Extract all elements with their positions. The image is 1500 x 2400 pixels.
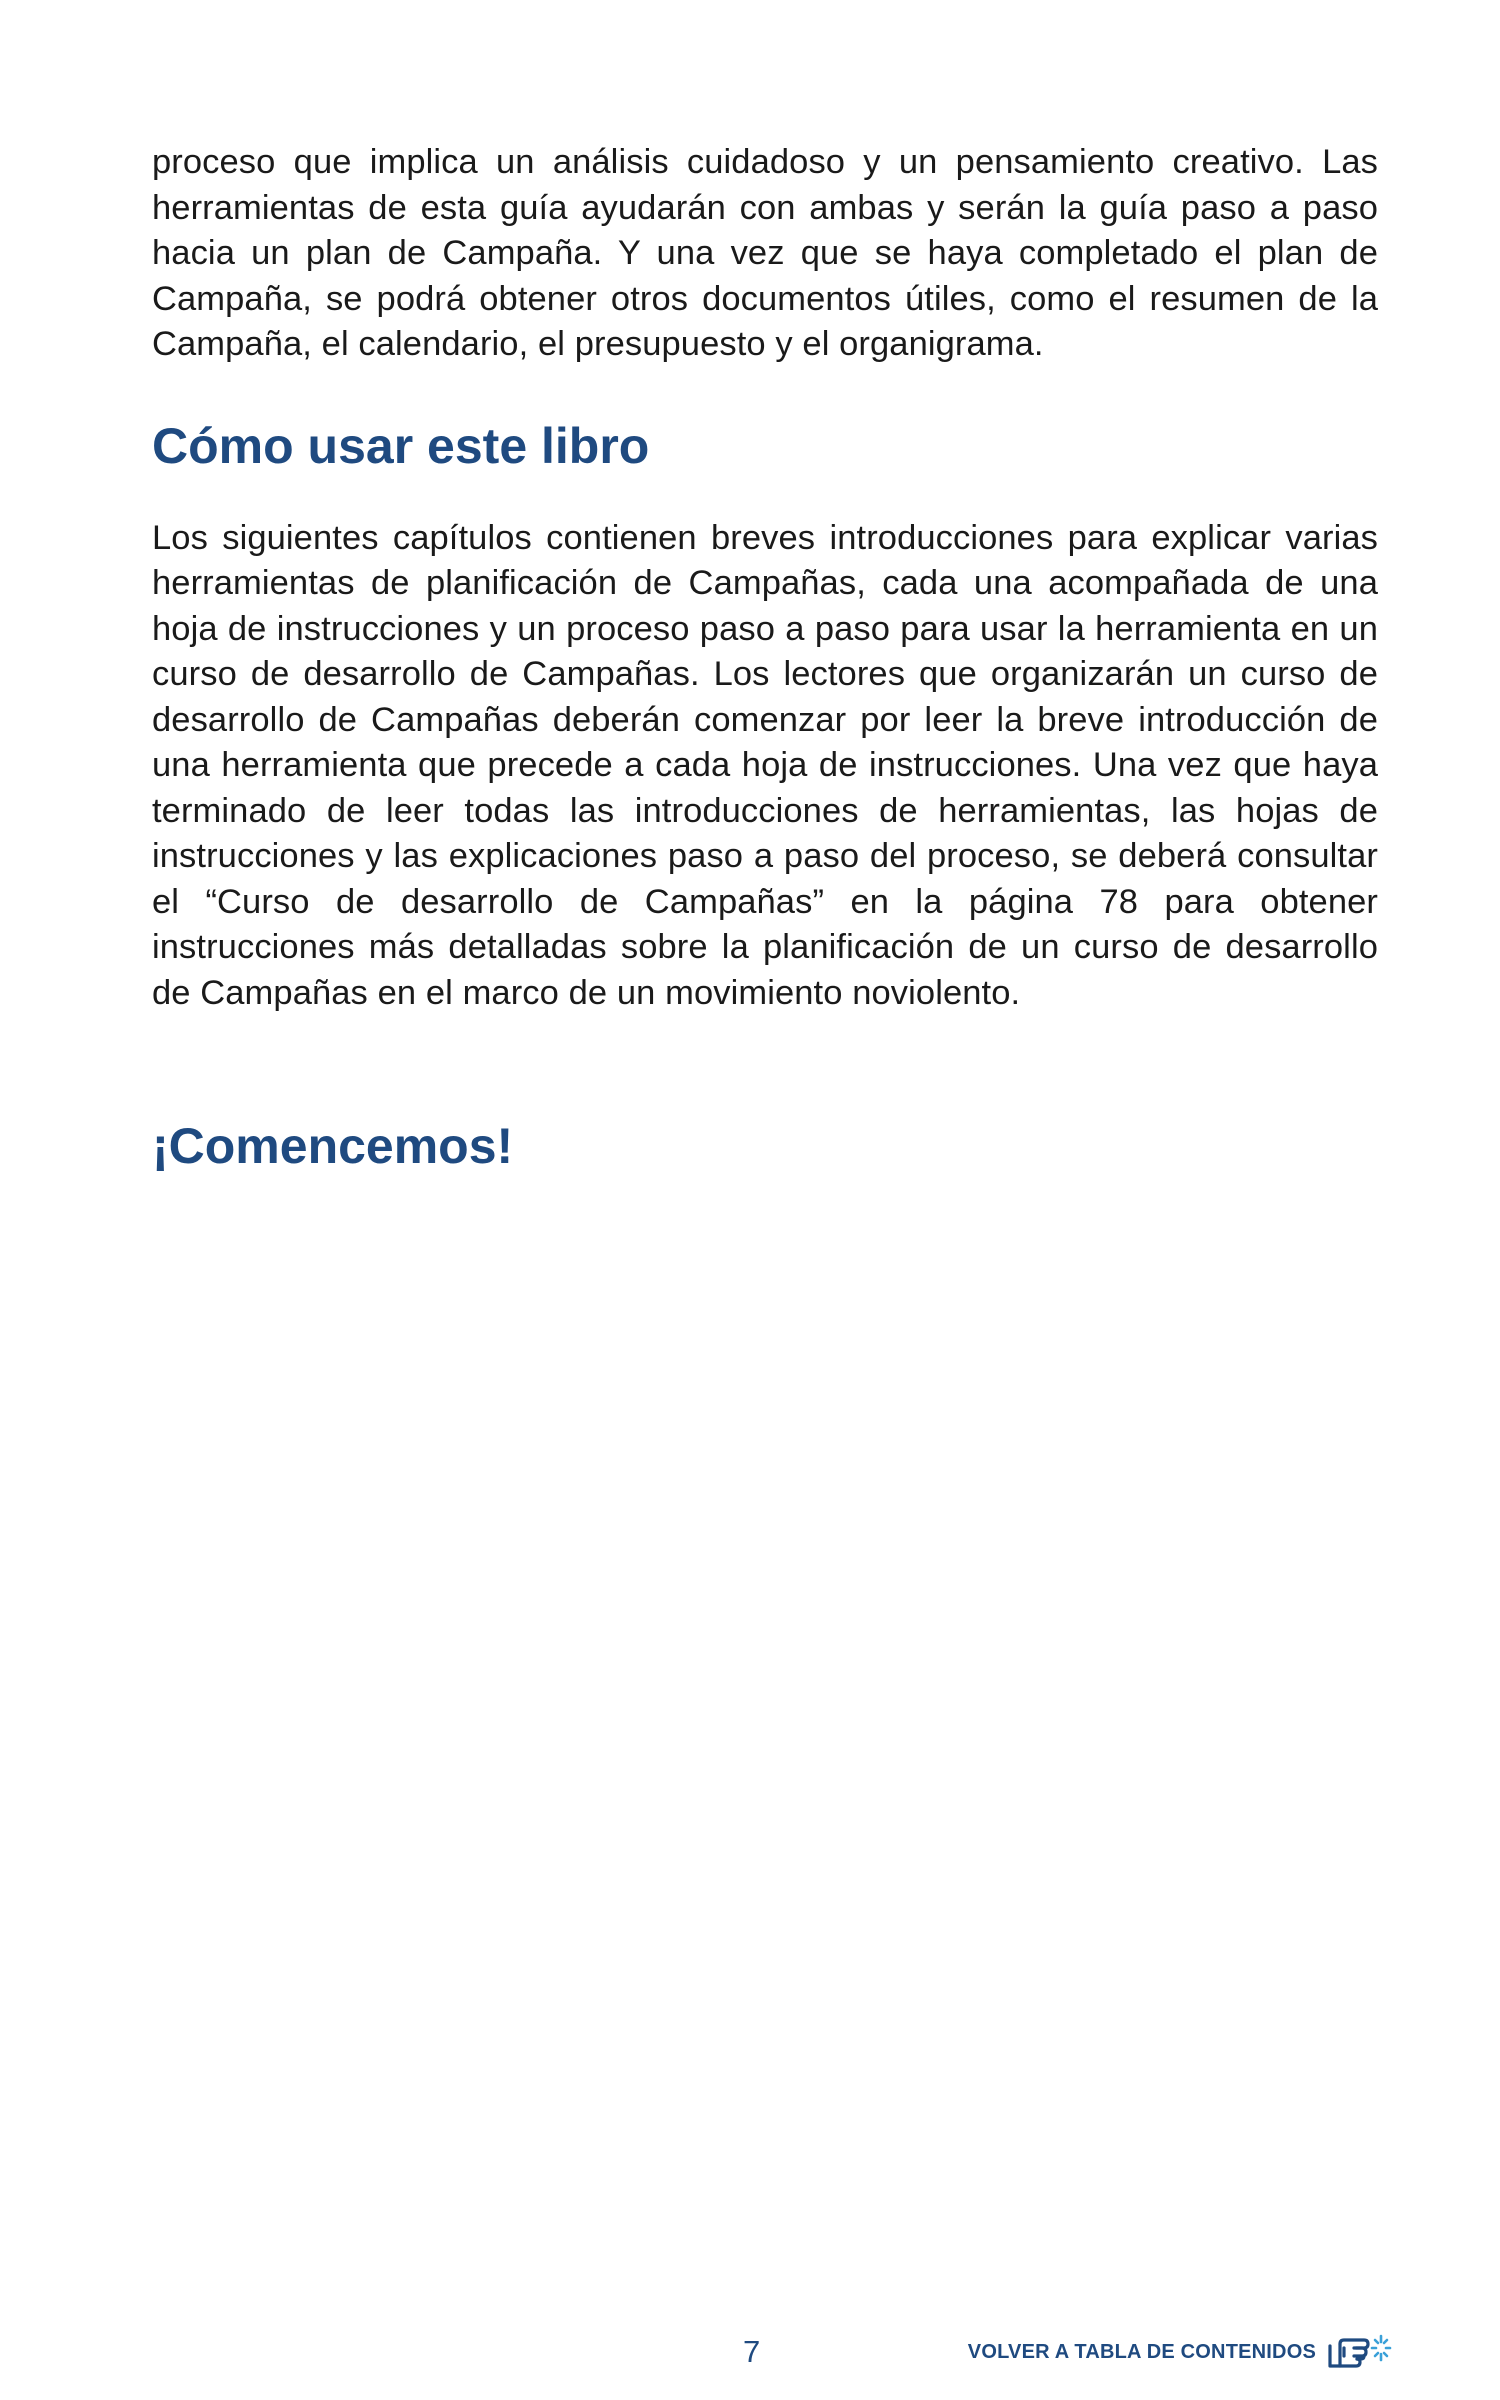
pointing-hand-icon	[1326, 2332, 1392, 2372]
page-number: 7	[743, 2334, 761, 2369]
page-footer	[0, 2330, 1500, 2380]
back-to-contents-label: VOLVER A TABLA DE CONTENIDOS	[967, 2340, 1316, 2363]
intro-paragraph: proceso que implica un análisis cuidadoso y un pensamiento creativo. Las herramientas de esta guía ayudarán con ambas y serán la guía paso a paso hacia un plan de Campaña. Y una vez que se haya completado el plan de Campaña, se podrá obtener otros documentos útiles, como el resumen de la Campaña, el calendario, el presupuesto y el organigrama.	[152, 143, 1378, 363]
section-heading-lets-begin: ¡Comencemos!	[152, 1118, 514, 1174]
back-to-contents-link[interactable]	[968, 2332, 1392, 2372]
section-heading-how-to-use: Cómo usar este libro	[152, 417, 650, 474]
how-to-use-paragraph: Los siguientes capítulos contienen breves introducciones para explicar varias herramientas de planificación de Campañas, cada una acompañada de una hoja de instrucciones y un proceso paso a paso para usar la herramienta en un curso de desarrollo de Campañas. Los lectores que organizarán un curso de desarrollo de Campañas deberán comenzar por leer la breve introducción de una herramienta que precede a cada hoja de instrucciones. Una vez que haya terminado de leer todas las introducciones de herramientas, las hojas de instrucciones y las explicaciones paso a paso del proceso, se deberá consultar el “Curso de desarrollo de Campañas” en la página 78 para obtener instrucciones más detalladas sobre la planificación de un curso de desarrollo de Campañas en el marco de un movimiento noviolento.	[152, 518, 1378, 1012]
page-content	[152, 140, 1378, 1176]
